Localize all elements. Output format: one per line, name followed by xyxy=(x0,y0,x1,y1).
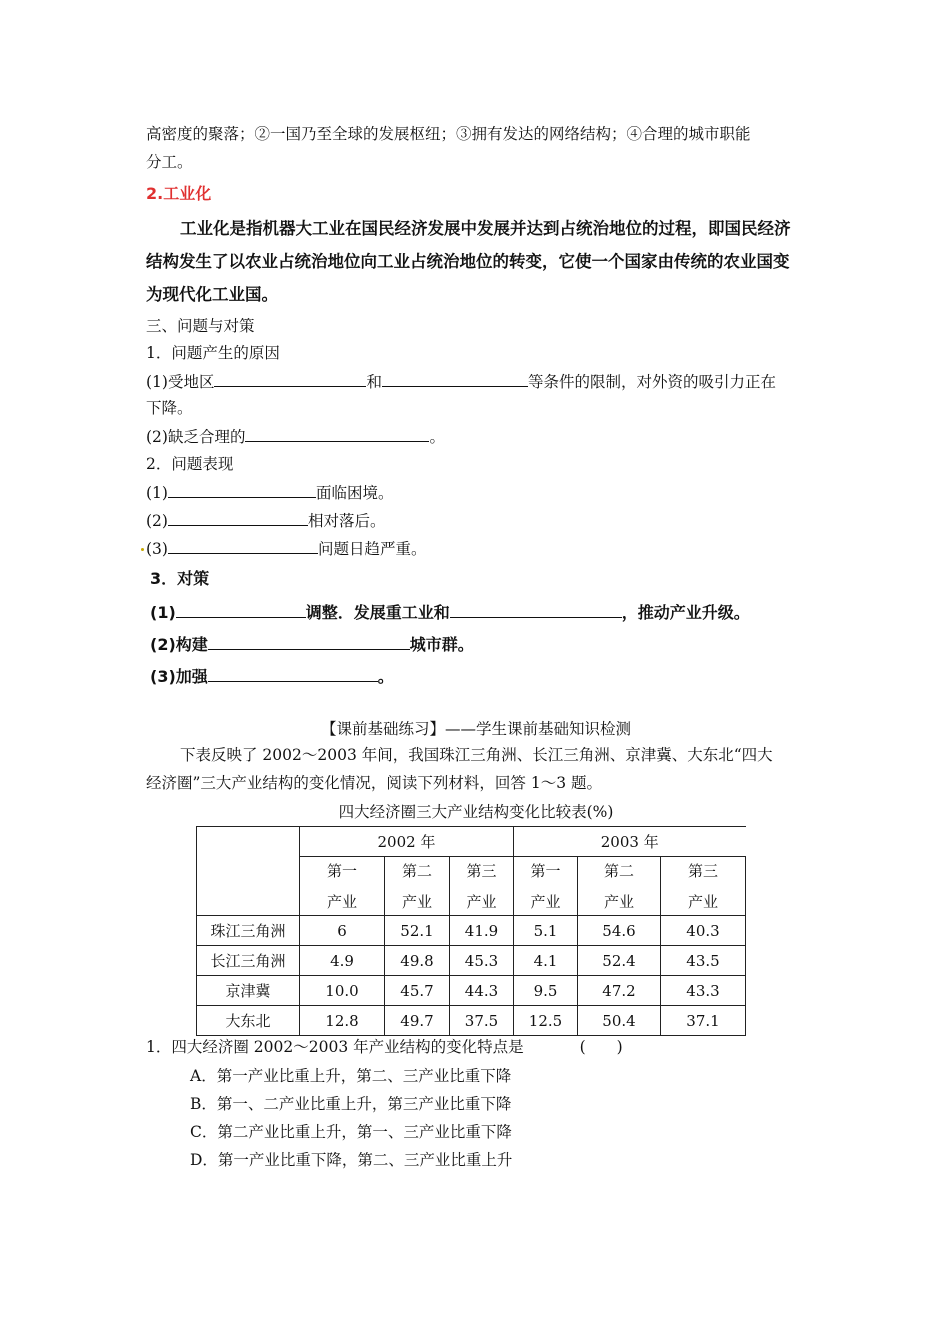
question-1-text: 1．四大经济圈 2002～2003 年产业结构的变化特点是 xyxy=(146,1038,524,1056)
fill-blank[interactable] xyxy=(176,602,306,618)
value-cell: 40.3 xyxy=(661,916,746,946)
intro-line-2: 分工。 xyxy=(146,153,193,171)
measure-2-prefix: (2)构建 xyxy=(150,635,208,654)
table-row xyxy=(197,916,746,946)
value-cell: 44.3 xyxy=(450,976,514,1006)
cause-1-suffix: 等条件的限制，对外资的吸引力正在 xyxy=(527,373,776,391)
value-cell: 47.2 xyxy=(578,976,661,1006)
measure-1-middle: 调整．发展重工业和 xyxy=(305,603,450,622)
table-row xyxy=(197,1006,746,1036)
value-cell: 10.0 xyxy=(300,976,385,1006)
year-header: 2002 年 xyxy=(300,827,514,857)
manifest-3-suffix: 问题日趋严重。 xyxy=(317,540,427,558)
option-d[interactable]: D．第一产业比重下降，第二、三产业比重上升 xyxy=(190,1151,513,1169)
year-header: 2003 年 xyxy=(514,827,746,857)
value-cell: 5.1 xyxy=(514,916,578,946)
value-cell: 37.1 xyxy=(661,1006,746,1036)
measure-1-suffix: ，推动产业升级。 xyxy=(621,603,750,622)
cause-2-prefix: (2)缺乏合理的 xyxy=(146,428,246,446)
table-title: 四大经济圈三大产业结构变化比较表(%) xyxy=(338,803,614,821)
option-a[interactable]: A．第一产业比重上升，第二、三产业比重下降 xyxy=(190,1067,512,1085)
cause-1-prefix: (1)受地区 xyxy=(146,373,215,391)
industrialization-heading: 2.工业化 xyxy=(146,184,212,203)
industry-header: 第一 产业 xyxy=(300,857,385,916)
table-corner-cell xyxy=(197,827,300,916)
measure-3-prefix: (3)加强 xyxy=(150,667,208,686)
table-row xyxy=(197,946,746,976)
practice-intro-1: 下表反映了 2002～2003 年间，我国珠江三角洲、长江三角洲、京津冀、大东北“四大 xyxy=(180,746,773,764)
region-cell: 京津冀 xyxy=(197,976,300,1006)
manifest-heading: 2．问题表现 xyxy=(146,455,234,473)
industrialization-para-1: 工业化是指机器大工业在国民经济发展中发展并达到占统治地位的过程，即国民经济 xyxy=(180,219,791,238)
industry-structure-table xyxy=(196,826,746,1036)
fill-blank[interactable] xyxy=(168,538,318,554)
practice-title: 【课前基础练习】——学生课前基础知识检测 xyxy=(320,720,631,738)
industry-header: 第一 产业 xyxy=(514,857,578,916)
manifest-2-suffix: 相对落后。 xyxy=(307,512,386,530)
cause-2-suffix: 。 xyxy=(429,428,445,446)
value-cell: 49.8 xyxy=(385,946,450,976)
option-c[interactable]: C．第二产业比重上升，第一、三产业比重下降 xyxy=(190,1123,512,1141)
manifest-3-prefix: (3) xyxy=(146,540,168,558)
option-b[interactable]: B．第一、二产业比重上升，第三产业比重下降 xyxy=(190,1095,512,1113)
measures-heading: 3．对策 xyxy=(150,569,210,588)
fill-blank[interactable] xyxy=(450,602,622,618)
value-cell: 41.9 xyxy=(450,916,514,946)
value-cell: 50.4 xyxy=(578,1006,661,1036)
value-cell: 12.8 xyxy=(300,1006,385,1036)
measure-3-suffix: 。 xyxy=(377,667,394,686)
causes-heading: 1．问题产生的原因 xyxy=(146,344,280,362)
region-cell: 珠江三角洲 xyxy=(197,916,300,946)
fill-blank[interactable] xyxy=(208,666,378,682)
industry-header: 第二 产业 xyxy=(578,857,661,916)
fill-blank[interactable] xyxy=(208,634,410,650)
manifest-3 xyxy=(146,538,426,559)
value-cell: 4.1 xyxy=(514,946,578,976)
value-cell: 49.7 xyxy=(385,1006,450,1036)
fill-blank[interactable] xyxy=(382,371,528,387)
manifest-2-prefix: (2) xyxy=(146,512,168,530)
cause-1 xyxy=(146,371,776,392)
measure-2-suffix: 城市群。 xyxy=(409,635,474,654)
cause-1-and: 和 xyxy=(366,373,382,391)
section-title: 三、问题与对策 xyxy=(146,317,255,335)
value-cell: 43.5 xyxy=(661,946,746,976)
value-cell: 4.9 xyxy=(300,946,385,976)
industrialization-para-3: 为现代化工业国。 xyxy=(146,285,278,304)
practice-intro-2: 经济圈”三大产业结构的变化情况，阅读下列材料，回答 1～3 题。 xyxy=(146,774,603,792)
value-cell: 45.3 xyxy=(450,946,514,976)
value-cell: 37.5 xyxy=(450,1006,514,1036)
value-cell: 6 xyxy=(300,916,385,946)
region-cell: 长江三角洲 xyxy=(197,946,300,976)
value-cell: 45.7 xyxy=(385,976,450,1006)
value-cell: 54.6 xyxy=(578,916,661,946)
intro-line-1: 高密度的聚落；②一国乃至全球的发展枢纽；③拥有发达的网络结构；④合理的城市职能 xyxy=(146,125,751,143)
manifest-1 xyxy=(146,482,393,503)
industrialization-para-2: 结构发生了以农业占统治地位向工业占统治地位的转变，它使一个国家由传统的农业国变 xyxy=(146,252,790,271)
region-cell: 大东北 xyxy=(197,1006,300,1036)
value-cell: 52.4 xyxy=(578,946,661,976)
industry-header: 第三 产业 xyxy=(450,857,514,916)
industry-header: 第三 产业 xyxy=(661,857,746,916)
manifest-1-suffix: 面临困境。 xyxy=(315,484,394,502)
fill-blank[interactable] xyxy=(245,426,429,442)
value-cell: 12.5 xyxy=(514,1006,578,1036)
question-1-stem xyxy=(146,1037,623,1057)
value-cell: 52.1 xyxy=(385,916,450,946)
cause-1-cont: 下降。 xyxy=(146,399,193,417)
value-cell: 9.5 xyxy=(514,976,578,1006)
measure-1-prefix: (1) xyxy=(150,603,176,622)
fill-blank[interactable] xyxy=(168,510,308,526)
answer-paren[interactable]: ( ) xyxy=(579,1038,623,1056)
fill-blank[interactable] xyxy=(214,371,366,387)
industry-header: 第二 产业 xyxy=(385,857,450,916)
fill-blank[interactable] xyxy=(168,482,316,498)
measure-1 xyxy=(150,602,750,623)
manifest-2 xyxy=(146,510,385,531)
cause-2 xyxy=(146,426,445,447)
stray-mark xyxy=(141,548,144,551)
measure-3 xyxy=(150,666,394,687)
measure-2 xyxy=(150,634,474,655)
value-cell: 43.3 xyxy=(661,976,746,1006)
manifest-1-prefix: (1) xyxy=(146,484,168,502)
table-row xyxy=(197,976,746,1006)
